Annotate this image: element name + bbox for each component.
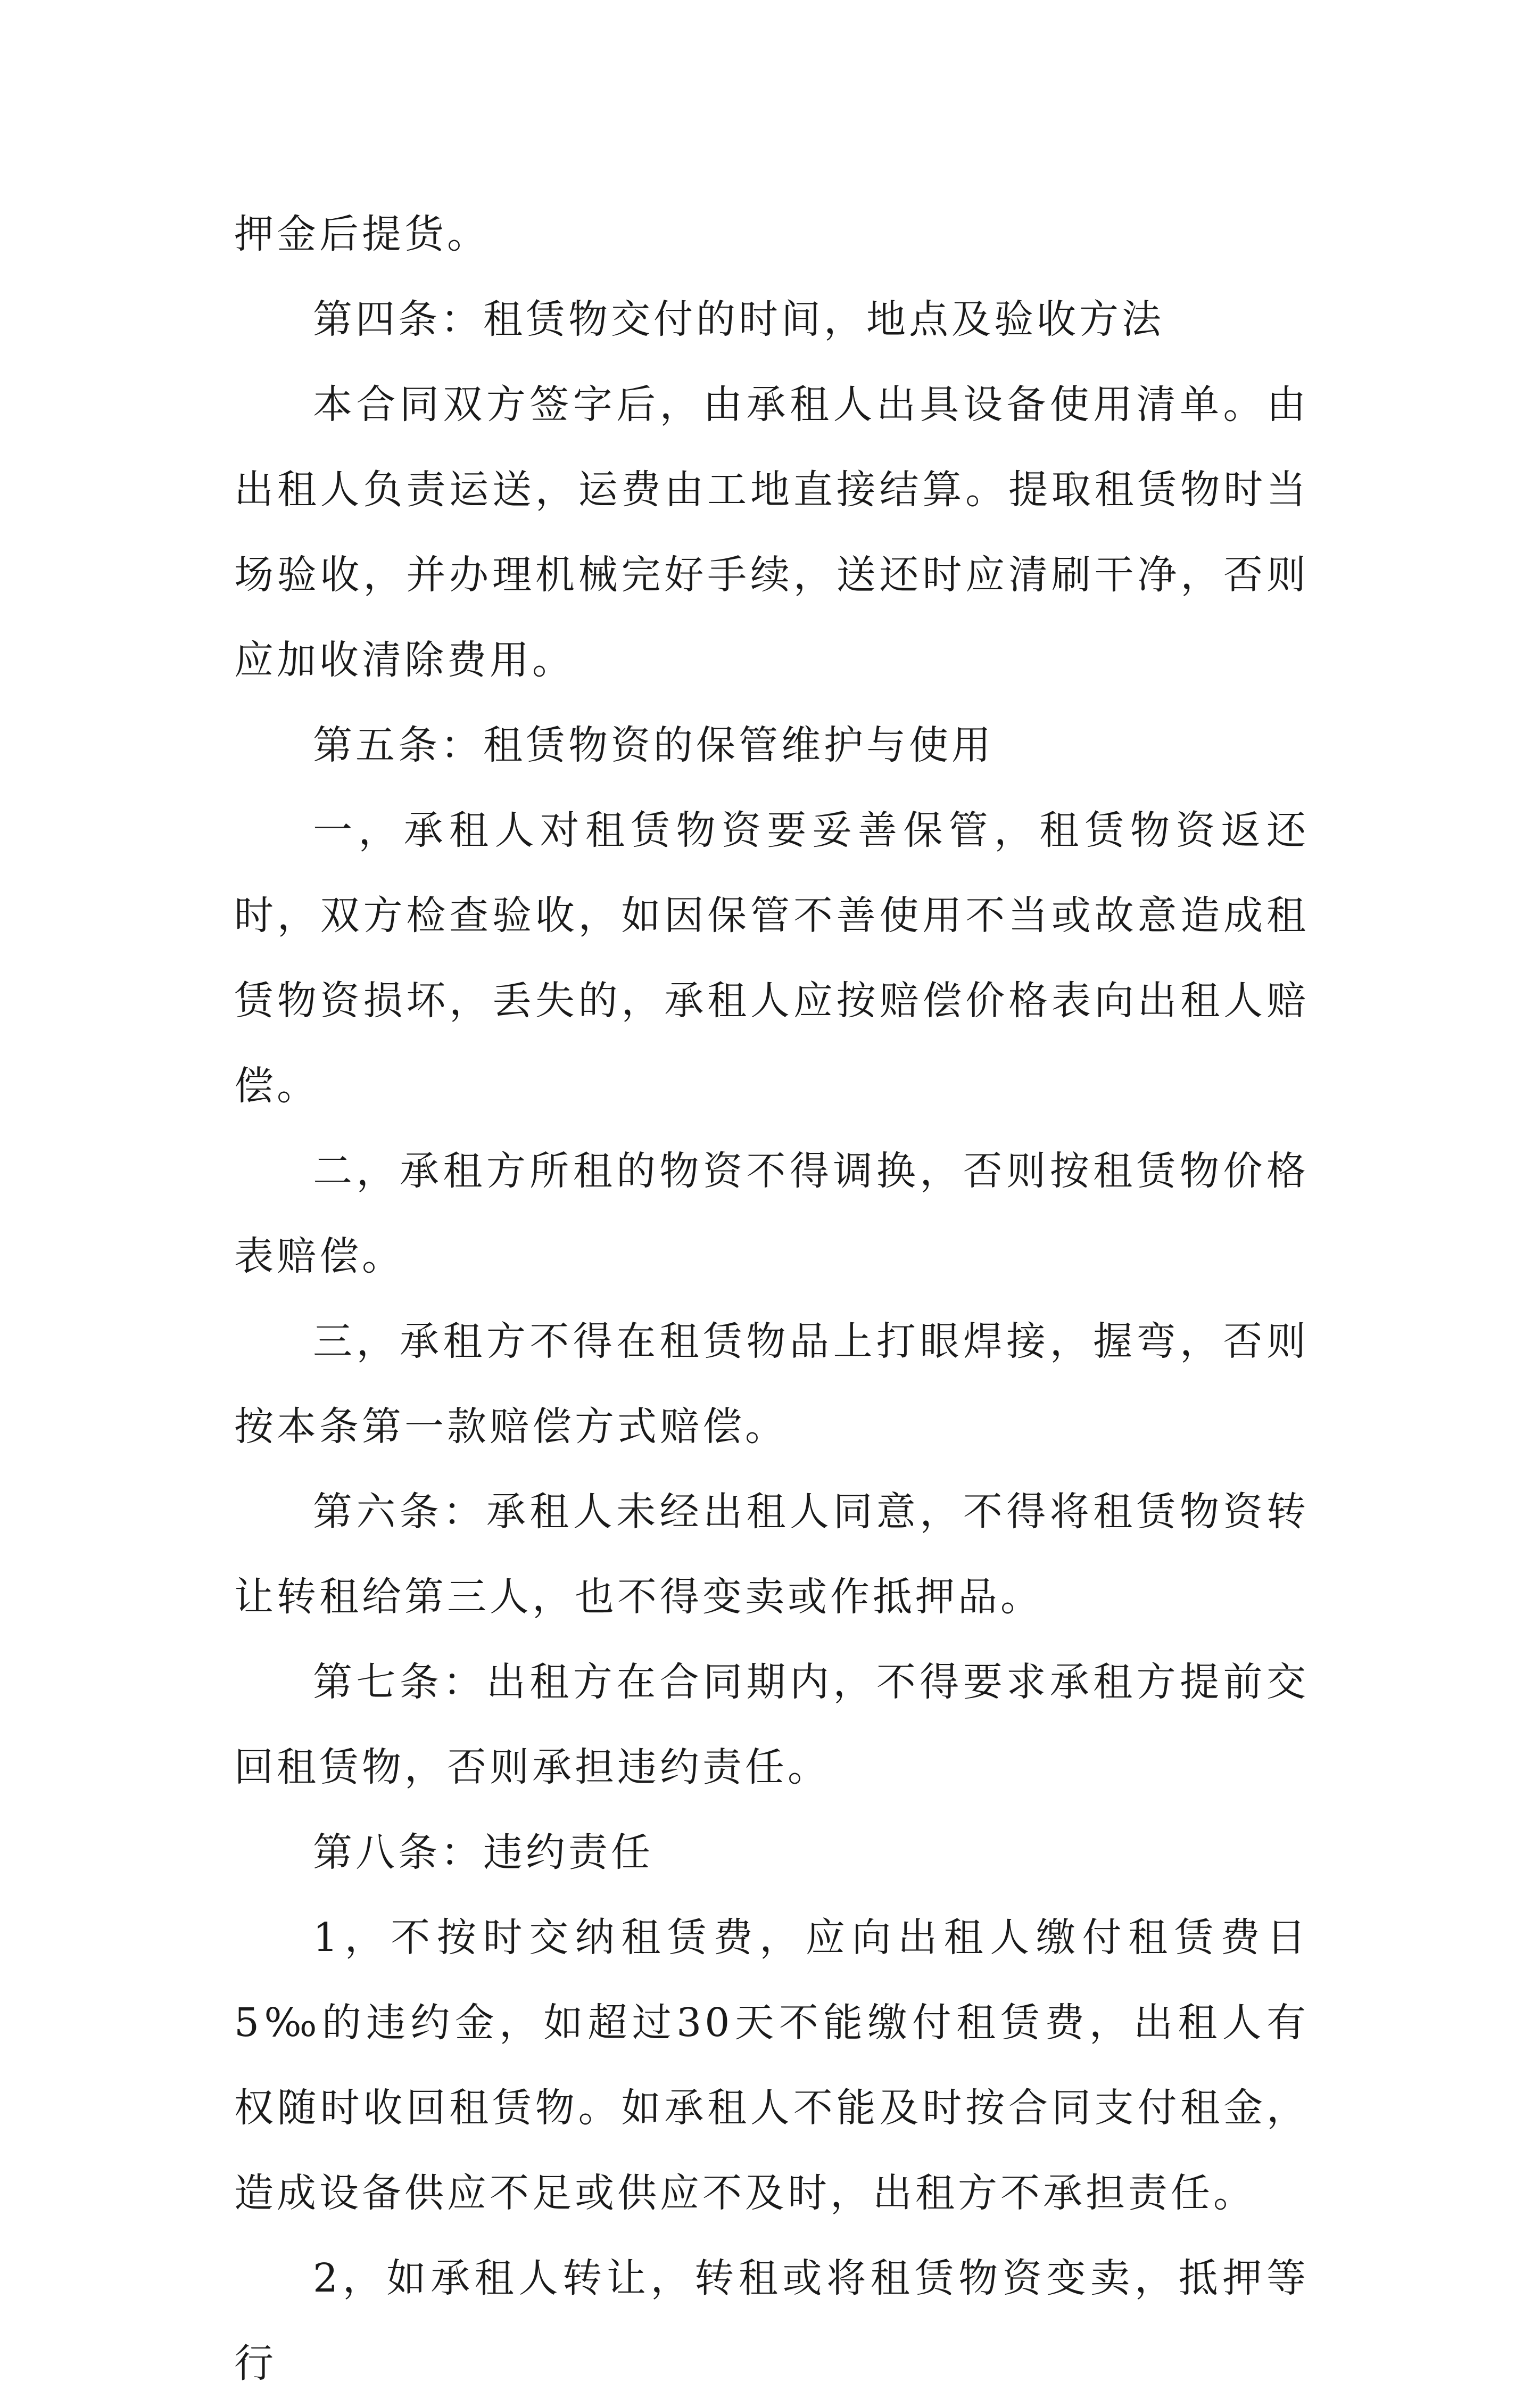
paragraph-article-8-item-1: 1，不按时交纳租赁费，应向出租人缴付租赁费日5‰的违约金，如超过30天不能缴付租赁费，出租人有权随时收回租赁物。如承租人不能及时按合同支付租金，造成设备供应不足或供应不及时，出租方不承担责任。 — [234, 1915, 1309, 2216]
paragraph-article-6: 第六条：承租人未经出租人同意，不得将租赁物资转让转租给第三人，也不得变卖或作抵押品。 — [234, 1489, 1309, 1620]
paragraph-article-4-body: 本合同双方签字后，由承租人出具设备使用清单。由出租人负责运送，运费由工地直接结算。提取租赁物时当场验收，并办理机械完好手续，送还时应清刷干净，否则应加收清除费用。 — [234, 382, 1309, 683]
paragraph-article-5-clause-1: 一，承租人对租赁物资要妥善保管，租赁物资返还时，双方检查验收，如因保管不善使用不当或故意造成租赁物资损坏，丢失的，承租人应按赔偿价格表向出租人赔偿。 — [234, 808, 1309, 1109]
paragraph-article-5-clause-2: 二，承租方所租的物资不得调换，否则按租赁物价格表赔偿。 — [234, 1148, 1309, 1279]
heading-article-5: 第五条：租赁物资的保管维护与使用 — [313, 722, 994, 768]
paragraph-article-5-clause-3: 三，承租方不得在租赁物品上打眼焊接，握弯，否则按本条第一款赔偿方式赔偿。 — [234, 1319, 1309, 1449]
paragraph-article-8-item-2: 2，如承租人转让，转租或将租赁物资变卖，抵押等行 — [234, 2255, 1309, 2386]
paragraph-article-7: 第七条：出租方在合同期内，不得要求承租方提前交回租赁物，否则承担违约责任。 — [234, 1659, 1309, 1790]
contract-body — [234, 192, 1309, 2406]
heading-article-8: 第八条：违约责任 — [313, 1830, 653, 1875]
paragraph-deposit-pickup: 押金后提货。 — [234, 211, 490, 257]
heading-article-4: 第四条：租赁物交付的时间，地点及验收方法 — [313, 296, 1164, 342]
